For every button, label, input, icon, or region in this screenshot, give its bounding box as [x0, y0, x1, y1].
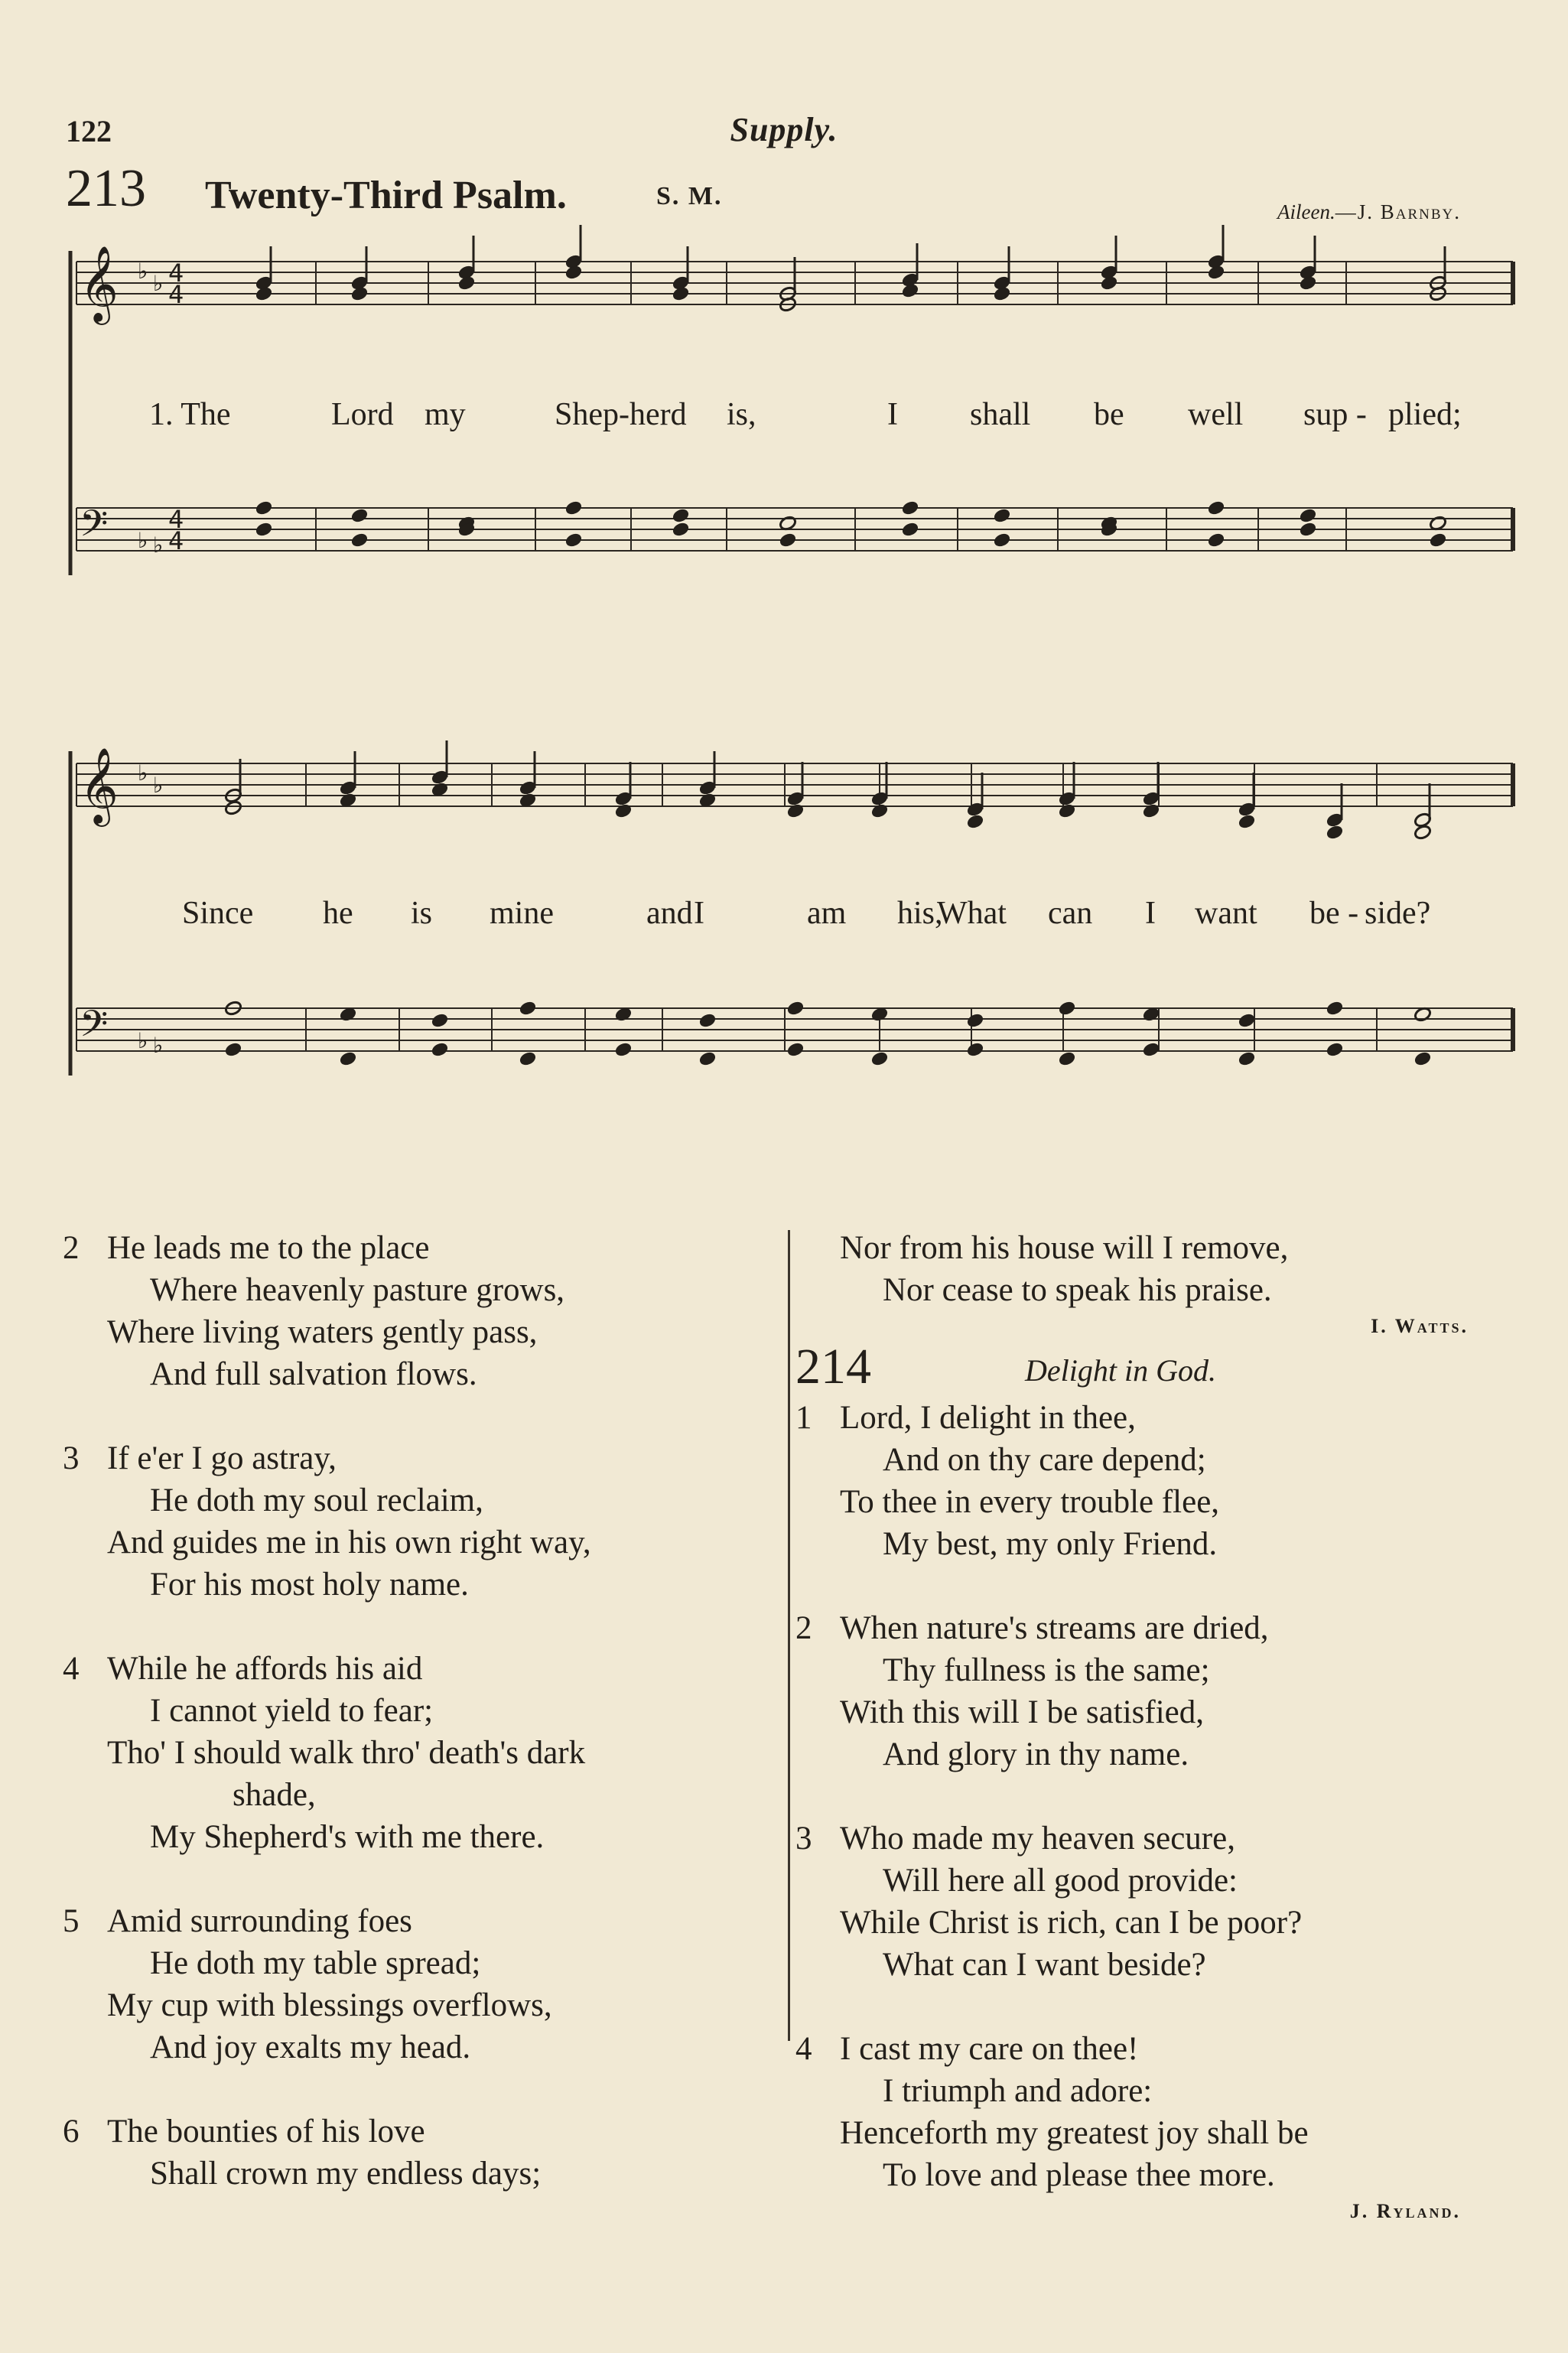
lyric-syllable: mine — [490, 896, 554, 931]
stanza-number: 4 — [795, 2031, 812, 2067]
lyric-syllable: want — [1195, 896, 1257, 931]
lyric-syllable: side? — [1365, 896, 1431, 931]
hymn-214-attribution: J. Ryland. — [1349, 2200, 1461, 2222]
note-head — [1100, 275, 1118, 291]
bass-clef-icon: 𝄢 — [80, 502, 109, 554]
note-head — [1326, 824, 1344, 840]
verse-line: Where living waters gently pass, — [107, 1314, 538, 1350]
note-head — [1326, 1000, 1344, 1016]
note-head — [672, 521, 690, 537]
note-head — [1326, 1041, 1344, 1057]
running-head: Supply. — [730, 111, 838, 148]
note-head — [255, 521, 273, 537]
lyrics-system-1 — [0, 396, 1568, 434]
verse-line: And guides me in his own right way, — [107, 1525, 591, 1561]
flat-icon: ♭ — [153, 532, 164, 558]
verse-line: With this will I be satisfied, — [840, 1694, 1204, 1730]
stanza-number: 5 — [63, 1903, 80, 1939]
time-signature-bottom: 4 — [168, 280, 184, 309]
bass-clef-icon: 𝄢 — [80, 1002, 109, 1054]
treble-clef-icon: 𝄞 — [80, 246, 119, 322]
note-head — [1299, 275, 1317, 291]
note-head — [431, 1041, 449, 1057]
lyrics-system-2 — [0, 895, 1568, 933]
verse-line: Nor cease to speak his praise. — [883, 1272, 1272, 1308]
verse-line: Thy fullness is the same; — [883, 1652, 1210, 1688]
note-head — [901, 521, 919, 537]
note-head — [1207, 264, 1225, 280]
note-head — [255, 500, 273, 516]
lyric-syllable: sup - — [1303, 397, 1367, 432]
lyric-syllable: What — [937, 896, 1007, 931]
stanza — [63, 1437, 782, 1606]
note-head — [993, 507, 1011, 523]
hymn-213-title: Twenty-Third Psalm. — [205, 174, 567, 217]
note-head — [993, 285, 1011, 301]
verse-line: What can I want beside? — [883, 1947, 1206, 1983]
note-head — [779, 532, 797, 548]
note-head — [993, 532, 1011, 548]
hymn-213-stanzas — [63, 1227, 782, 2195]
hymn-214-heading — [795, 1339, 1507, 1397]
note-head — [1058, 802, 1076, 819]
stanza — [63, 1900, 782, 2068]
note-head — [1207, 532, 1225, 548]
flat-icon: ♭ — [153, 1033, 164, 1058]
note-head — [698, 1050, 717, 1066]
note-head — [966, 813, 984, 829]
lyric-syllable: is — [411, 896, 433, 931]
verse-line: I cannot yield to fear; — [150, 1693, 434, 1729]
verse-line: Where heavenly pasture grows, — [150, 1272, 565, 1308]
verse-line: The bounties of his love — [107, 2114, 425, 2150]
note-head — [350, 532, 369, 548]
verse-line: I triumph and adore: — [883, 2073, 1153, 2109]
stanza-number: 6 — [63, 2114, 80, 2150]
stanza — [795, 1607, 1507, 1775]
lyric-syllable: and — [646, 896, 693, 931]
verse-line: Nor from his house will I remove, — [840, 1230, 1289, 1266]
lyric-syllable: I — [887, 397, 898, 432]
note-head — [1142, 1041, 1160, 1057]
verse-line: To love and please thee more. — [883, 2157, 1275, 2193]
note-head — [966, 1012, 984, 1028]
note-head — [519, 1050, 537, 1066]
note-head — [786, 1000, 805, 1016]
note-head — [614, 1041, 633, 1057]
note-head — [1058, 1000, 1076, 1016]
note-head — [786, 802, 805, 819]
stanza-number: 4 — [63, 1651, 80, 1687]
page-number: 122 — [66, 114, 112, 148]
note-head — [350, 285, 369, 301]
composer-name: —J. Barnby. — [1335, 200, 1461, 223]
verse-line: Will here all good provide: — [883, 1863, 1238, 1899]
lyric-syllable: Since — [182, 896, 254, 931]
flat-icon: ♭ — [138, 259, 148, 284]
verse-line: To thee in every trouble flee, — [840, 1484, 1220, 1520]
stanza — [795, 2028, 1507, 2196]
lyric-syllable: Lord — [331, 397, 394, 432]
lyric-syllable: be - — [1309, 896, 1359, 931]
stanza-number: 3 — [63, 1440, 80, 1476]
note-head — [786, 1041, 805, 1057]
hymn-214-title: Delight in God. — [1025, 1353, 1216, 1388]
verse-line: Lord, I delight in thee, — [840, 1400, 1136, 1436]
lyric-syllable: well — [1188, 397, 1244, 432]
stanza — [795, 1397, 1507, 1565]
verse-line: When nature's streams are dried, — [840, 1610, 1269, 1646]
tune-name: Aileen. — [1277, 200, 1335, 223]
note-head — [564, 500, 583, 516]
lyric-syllable: he — [323, 896, 353, 931]
note-head — [870, 802, 889, 819]
verse-line: Amid surrounding foes — [107, 1903, 412, 1939]
column-divider — [788, 1230, 790, 2041]
note-head — [564, 264, 583, 280]
verse-line: Shall crown my endless days; — [150, 2156, 542, 2192]
verse-line: My cup with blessings overflows, — [107, 1987, 552, 2023]
stanza-number: 3 — [795, 1821, 812, 1857]
time-signature-top: 4 — [168, 505, 184, 534]
note-head — [350, 507, 369, 523]
music-score — [0, 0, 1568, 1147]
lyric-syllable: is, — [727, 397, 756, 432]
stanza — [63, 1227, 782, 1395]
verse-line: And full salvation flows. — [150, 1356, 477, 1392]
verse-line: Who made my heaven secure, — [840, 1821, 1235, 1857]
note-head — [1238, 1012, 1256, 1028]
verse-line: And glory in thy name. — [883, 1736, 1189, 1772]
flat-icon: ♭ — [138, 528, 148, 553]
note-head — [1058, 1050, 1076, 1066]
lyric-syllable: can — [1048, 896, 1093, 931]
note-head — [966, 1041, 984, 1057]
flat-icon: ♭ — [153, 773, 164, 798]
lyric-syllable: his, — [897, 896, 943, 931]
note-head — [519, 1000, 537, 1016]
verse-line: While he affords his aid — [107, 1651, 423, 1687]
flat-icon: ♭ — [138, 1028, 148, 1053]
verse-line: He leads me to the place — [107, 1230, 430, 1266]
flat-icon: ♭ — [138, 760, 148, 786]
verse-line: My Shepherd's with me there. — [150, 1819, 545, 1855]
note-head — [870, 1050, 889, 1066]
note-head — [1142, 802, 1160, 819]
note-head — [339, 1050, 357, 1066]
lyric-syllable: my — [425, 397, 466, 432]
stanza — [63, 1648, 782, 1858]
verse-line: Henceforth my greatest joy shall be — [840, 2115, 1309, 2151]
verse-line: Tho' I should walk thro' death's dark — [107, 1735, 586, 1771]
stanza — [795, 1818, 1507, 1986]
note-head — [1207, 500, 1225, 516]
verse-line: I cast my care on thee! — [840, 2031, 1139, 2067]
verse-line: He doth my table spread; — [150, 1945, 481, 1981]
stanza-number: 2 — [63, 1230, 80, 1266]
note-head — [564, 532, 583, 548]
stanza-number: 2 — [795, 1610, 812, 1646]
lyric-syllable: Shep-herd — [555, 397, 687, 432]
verse-line: And joy exalts my head. — [150, 2029, 471, 2065]
note-head — [224, 799, 242, 815]
note-head — [1413, 824, 1432, 840]
verse-line: For his most holy name. — [150, 1567, 469, 1603]
note-head — [698, 1012, 717, 1028]
verse-line: He doth my soul reclaim, — [150, 1482, 483, 1518]
verse-line: shade, — [233, 1777, 316, 1813]
note-head — [672, 507, 690, 523]
lyric-syllable: I — [694, 896, 704, 931]
hymn-213-meter: S. M. — [656, 182, 723, 210]
verse-line: If e'er I go astray, — [107, 1440, 337, 1476]
note-head — [1299, 507, 1317, 523]
note-head — [901, 282, 919, 298]
lyric-syllable: plied; — [1388, 397, 1462, 432]
note-head — [224, 1041, 242, 1057]
note-head — [431, 1012, 449, 1028]
stanza — [63, 2111, 782, 2195]
lyric-syllable: I — [1145, 896, 1156, 931]
hymn-214-number: 214 — [795, 1339, 871, 1395]
time-signature-top: 4 — [168, 259, 184, 288]
lyric-syllable: 1. The — [149, 397, 231, 432]
note-head — [1238, 813, 1256, 829]
verse-line: And on thy care depend; — [883, 1442, 1206, 1478]
lyric-syllable: be — [1094, 397, 1124, 432]
note-head — [1299, 521, 1317, 537]
treble-clef-icon: 𝄞 — [80, 747, 119, 824]
note-head — [901, 500, 919, 516]
flat-icon: ♭ — [153, 271, 164, 296]
lyric-syllable: shall — [970, 397, 1031, 432]
note-head — [255, 285, 273, 301]
note-head — [1413, 1050, 1432, 1066]
hymn-213-attribution: I. Watts. — [1371, 1315, 1469, 1337]
verse-line: While Christ is rich, can I be poor? — [840, 1905, 1303, 1941]
note-head — [614, 802, 633, 819]
time-signature-bottom: 4 — [168, 526, 184, 555]
note-head — [457, 275, 476, 291]
stanza-number: 1 — [795, 1400, 812, 1436]
hymn-213-number: 213 — [66, 159, 146, 218]
verse-line: My best, my only Friend. — [883, 1526, 1218, 1562]
lyric-syllable: am — [807, 896, 847, 931]
note-head — [1238, 1050, 1256, 1066]
hymn-214-column — [795, 1227, 1507, 2227]
note-head — [672, 285, 690, 301]
note-head — [1429, 532, 1447, 548]
